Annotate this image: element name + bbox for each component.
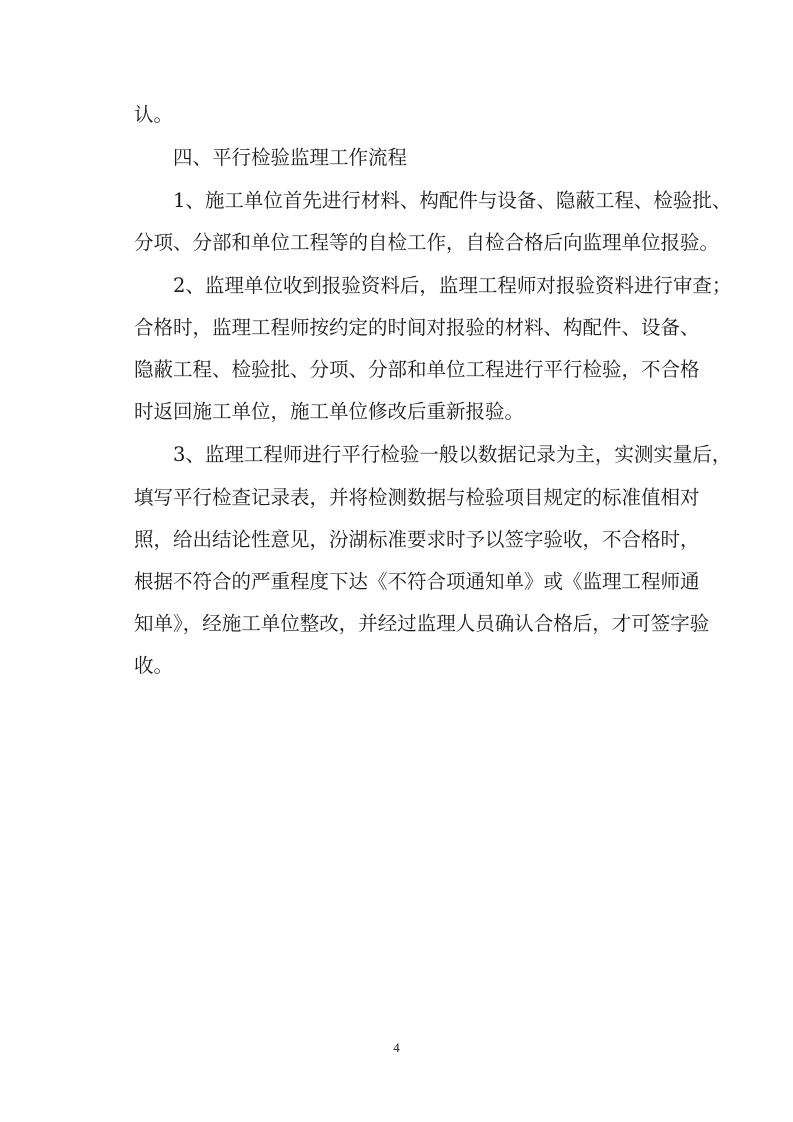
paragraph-line: 知单》，经施工单位整改，并经过监理人员确认合格后，才可签字验 <box>134 612 710 635</box>
paragraph-line: 时返回施工单位，施工单位修改后重新报验。 <box>134 400 525 423</box>
paragraph-line: 1、施工单位首先进行材料、构配件与设备、隐蔽工程、检验批、 <box>173 189 732 212</box>
paragraph-line: 根据不符合的严重程度下达《不符合项通知单》或《监理工程师通 <box>134 570 700 593</box>
paragraph-line: 2、监理单位收到报验资料后，监理工程师对报验资料进行审查； <box>173 274 732 297</box>
paragraph-line: 填写平行检查记录表，并将检测数据与检验项目规定的标准值相对 <box>134 486 700 509</box>
paragraph-line: 分项、分部和单位工程等的自检工作，自检合格后向监理单位报验。 <box>134 231 720 254</box>
section-heading: 四、平行检验监理工作流程 <box>173 146 408 169</box>
page-number: 4 <box>393 1040 400 1055</box>
paragraph-line: 收。 <box>134 654 174 677</box>
paragraph-line: 隐蔽工程、检验批、分项、分部和单位工程进行平行检验，不合格 <box>134 358 700 381</box>
paragraph-line: 合格时，监理工程师按约定的时间对报验的材料、构配件、设备、 <box>134 316 700 339</box>
paragraph-line: 认。 <box>134 103 174 126</box>
paragraph-line: 3、监理工程师进行平行检验一般以数据记录为主，实测实量后， <box>173 443 732 466</box>
paragraph-line: 照，给出结论性意见，汾湖标准要求时予以签字验收，不合格时， <box>134 528 700 551</box>
